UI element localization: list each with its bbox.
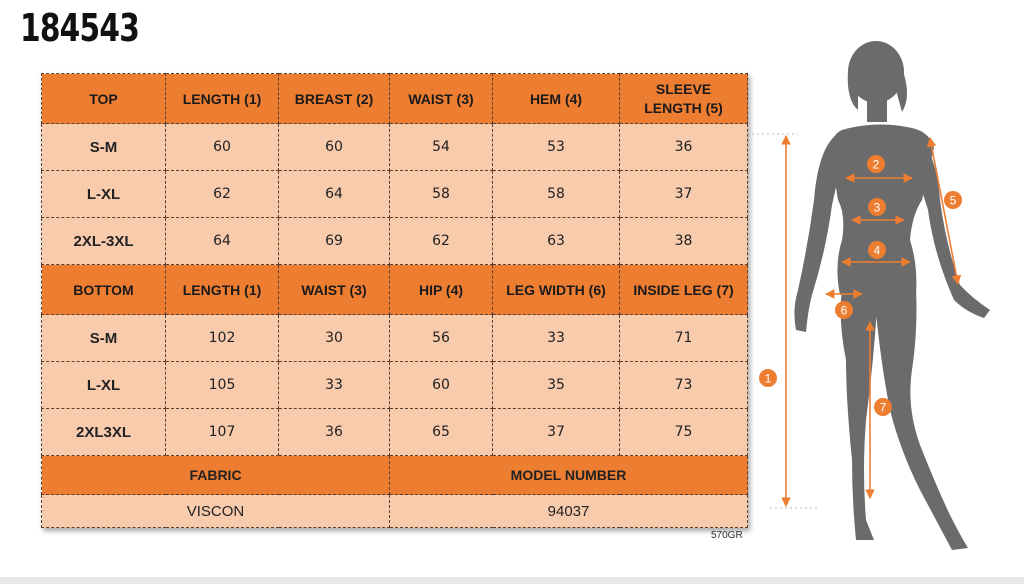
- fabric-value: VISCON: [42, 495, 390, 528]
- table-row: [42, 362, 748, 409]
- marker-label: 1: [764, 371, 772, 386]
- size-label: S-M: [42, 315, 166, 362]
- table-row: [42, 315, 748, 362]
- silhouette-shape: [794, 41, 990, 550]
- table-row: [42, 171, 748, 218]
- table-row: [42, 218, 748, 265]
- marker-label: 3: [873, 200, 881, 215]
- marker-label: 7: [879, 400, 887, 415]
- table-cell: 60: [279, 124, 390, 171]
- marker-1: [759, 369, 777, 387]
- size-label: S-M: [42, 124, 166, 171]
- table-cell: 36: [620, 124, 748, 171]
- table-cell: 36: [279, 409, 390, 456]
- footer-value-row: [42, 495, 748, 528]
- size-label: L-XL: [42, 362, 166, 409]
- table-cell: 37: [620, 171, 748, 218]
- top-header-cell: HEM (4): [493, 74, 620, 124]
- bottom-divider: [0, 577, 1024, 584]
- table-cell: 58: [390, 171, 493, 218]
- table-cell: 53: [493, 124, 620, 171]
- table-cell: 105: [166, 362, 279, 409]
- size-chart-table: [41, 73, 748, 528]
- table-cell: 54: [390, 124, 493, 171]
- marker-label: 5: [949, 193, 957, 208]
- marker-label: 2: [872, 157, 880, 172]
- top-header-cell: TOP: [42, 74, 166, 124]
- table-cell: 75: [620, 409, 748, 456]
- size-label: 2XL-3XL: [42, 218, 166, 265]
- table-cell: 33: [279, 362, 390, 409]
- top-header-cell: SLEEVE LENGTH (5): [620, 74, 748, 124]
- top-header-cell: BREAST (2): [279, 74, 390, 124]
- table-cell: 37: [493, 409, 620, 456]
- size-label: 2XL3XL: [42, 409, 166, 456]
- table-cell: 35: [493, 362, 620, 409]
- bottom-header-cell: WAIST (3): [279, 265, 390, 315]
- bottom-header-cell: HIP (4): [390, 265, 493, 315]
- table-cell: 30: [279, 315, 390, 362]
- table-row: [42, 409, 748, 456]
- product-code: 184543: [20, 6, 140, 50]
- marker-label: 6: [840, 303, 848, 318]
- table-cell: 33: [493, 315, 620, 362]
- table-cell: 62: [390, 218, 493, 265]
- bottom-header-cell: INSIDE LEG (7): [620, 265, 748, 315]
- marker-7: [874, 398, 892, 416]
- table-cell: 56: [390, 315, 493, 362]
- bottom-header-row: [42, 265, 748, 315]
- top-header-cell: LENGTH (1): [166, 74, 279, 124]
- footer-header-row: [42, 456, 748, 495]
- table-cell: 65: [390, 409, 493, 456]
- table-cell: 73: [620, 362, 748, 409]
- table-cell: 64: [279, 171, 390, 218]
- table-cell: 58: [493, 171, 620, 218]
- table-cell: 69: [279, 218, 390, 265]
- marker-label: 4: [873, 243, 881, 258]
- table-cell: 107: [166, 409, 279, 456]
- table-cell: 60: [390, 362, 493, 409]
- bottom-header-cell: LENGTH (1): [166, 265, 279, 315]
- top-header-cell: WAIST (3): [390, 74, 493, 124]
- bottom-header-cell: LEG WIDTH (6): [493, 265, 620, 315]
- table-cell: 62: [166, 171, 279, 218]
- top-header-row: [42, 74, 748, 124]
- sku-code: 570GR: [711, 530, 743, 541]
- size-label: L-XL: [42, 171, 166, 218]
- table-cell: 102: [166, 315, 279, 362]
- table-cell: 71: [620, 315, 748, 362]
- table-cell: 63: [493, 218, 620, 265]
- table-cell: 64: [166, 218, 279, 265]
- table-row: [42, 124, 748, 171]
- model-number-label: MODEL NUMBER: [390, 456, 748, 495]
- marker-4: [868, 241, 886, 259]
- model-number-value: 94037: [390, 495, 748, 528]
- table-cell: 38: [620, 218, 748, 265]
- bottom-header-cell: BOTTOM: [42, 265, 166, 315]
- table-cell: 60: [166, 124, 279, 171]
- marker-3: [868, 198, 886, 216]
- marker-5: [944, 191, 962, 209]
- fabric-label: FABRIC: [42, 456, 390, 495]
- marker-6: [835, 301, 853, 319]
- body-silhouette-figure: [752, 40, 1002, 555]
- marker-2: [867, 155, 885, 173]
